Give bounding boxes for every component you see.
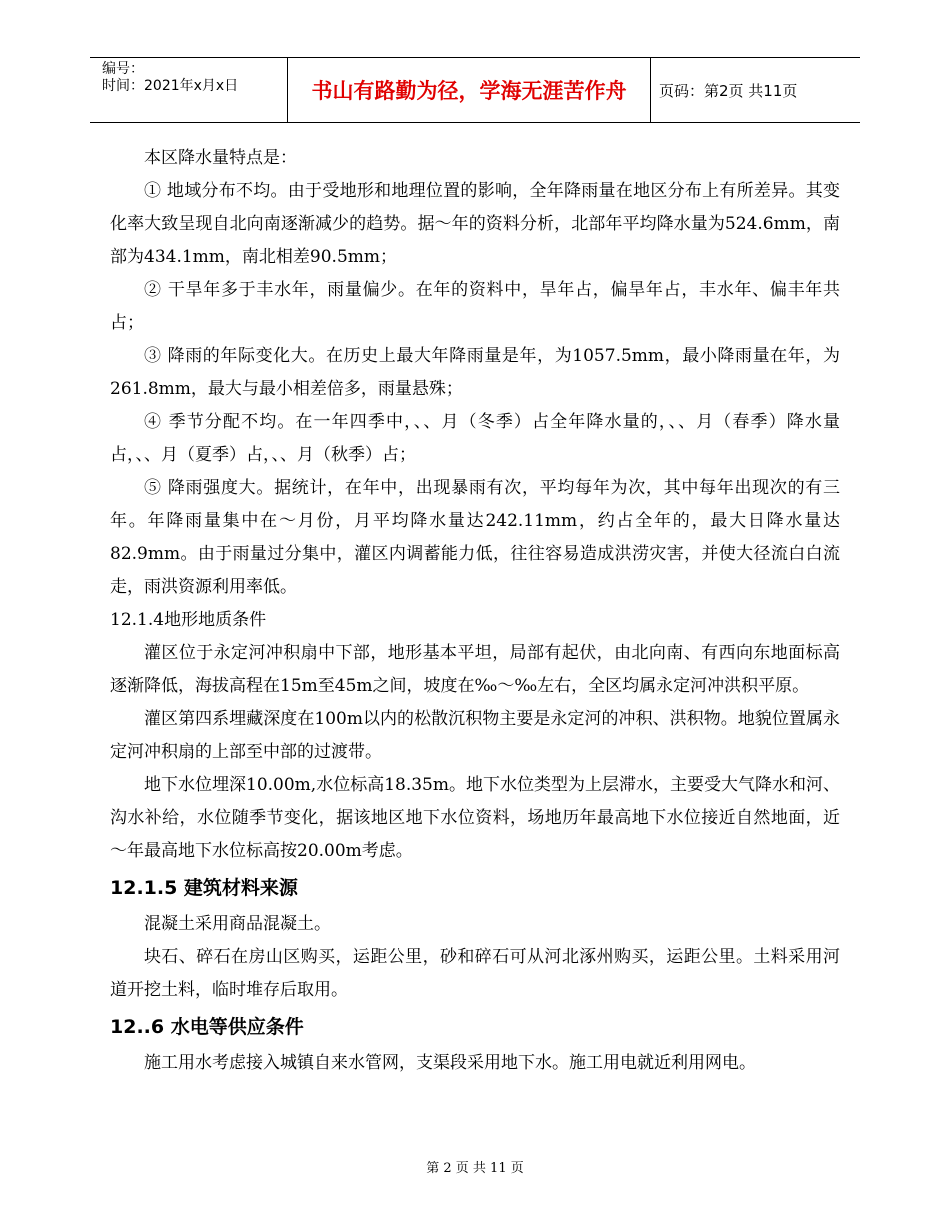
paragraph: ② 干旱年多于丰水年，雨量偏少。在年的资料中，旱年占，偏旱年占，丰水年、偏丰年共占； xyxy=(110,280,840,333)
document-body xyxy=(110,142,840,1080)
paragraph: 施工用水考虑接入城镇自来水管网，支渠段采用地下水。施工用电就近利用网电。 xyxy=(144,1053,756,1073)
date-label: 时间：2021年x月x日 xyxy=(102,78,239,94)
paragraph: 块石、碎石在房山区购买，运距公里，砂和碎石可从河北涿州购买，运距公里。土料采用河道开挖土料，临时堆存后取用。 xyxy=(110,947,840,1000)
paragraph: ⑤ 降雨强度大。据统计，在年中，出现暴雨有次，平均每年为次，其中每年出现次的有三年。年降雨量集中在～月份，月平均降水量达242.11mm，约占全年的，最大日降水量达82.9mm。由于雨量过分集中，灌区内调蓄能力低，往往容易造成洪涝灾害，并使大径流白白流走，雨洪资源利用率低。 xyxy=(110,478,840,597)
paragraph: ① 地域分布不均。由于受地形和地理位置的影响，全年降雨量在地区分布上有所差异。其变化率大致呈现自北向南逐渐减少的趋势。据～年的资料分析，北部年平均降水量为524.6mm，南部为434.1mm，南北相差90.5mm； xyxy=(110,181,840,267)
section-heading: 12..6 水电等供应条件 xyxy=(110,1016,304,1038)
paragraph: ④ 季节分配不均。在一年四季中，、、月（冬季）占全年降水量的，、、月（春季）降水量占，、、月（夏季）占，、、月（秋季）占； xyxy=(110,412,840,465)
paragraph: ③ 降雨的年际变化大。在历史上最大年降雨量是年，为1057.5mm，最小降雨量在年，为261.8mm，最大与最小相差倍多，雨量悬殊； xyxy=(110,346,840,399)
paragraph: 混凝土采用商品混凝土。 xyxy=(144,914,331,934)
header-motto: 书山有路勤为径，学海无涯苦作舟 xyxy=(287,58,651,122)
paragraph: 灌区第四系埋藏深度在100m以内的松散沉积物主要是永定河的冲积、洪积物。地貌位置属永定河冲积扇的上部至中部的过渡带。 xyxy=(110,709,840,762)
header-page-info: 页码：第2页 共11页 xyxy=(659,81,798,100)
paragraph: 灌区位于永定河冲积扇中下部，地形基本平坦，局部有起伏，由北向南、有西向东地面标高逐渐降低，海拔高程在15m至45m之间，坡度在‰～‰左右，全区均属永定河冲洪积平原。 xyxy=(110,643,840,696)
paragraph: 本区降水量特点是： xyxy=(144,148,297,168)
section-subheading: 12.1.4地形地质条件 xyxy=(110,610,267,630)
code-label: 编号： xyxy=(102,61,144,77)
page-footer: 第 2 页 共 11 页 xyxy=(426,1161,524,1176)
page-header xyxy=(90,57,860,123)
section-heading: 12.1.5 建筑材料来源 xyxy=(110,877,298,899)
header-meta xyxy=(90,58,287,122)
paragraph: 地下水位埋深10.00m,水位标高18.35m。地下水位类型为上层滞水，主要受大气降水和河、沟水补给，水位随季节变化，据该地区地下水位资料，场地历年最高地下水位接近自然地面，近～年最高地下水位标高按20.00m考虑。 xyxy=(110,775,840,861)
